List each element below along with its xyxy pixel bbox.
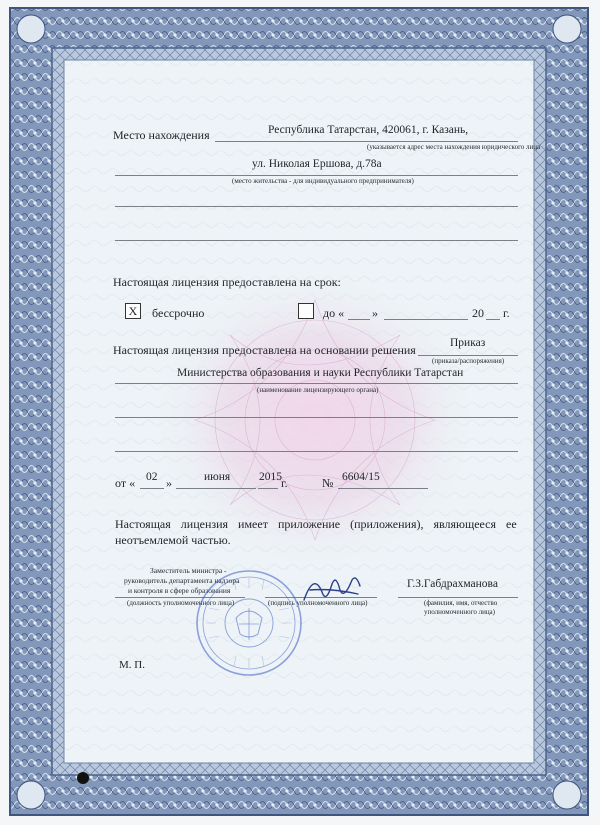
decision-month: июня bbox=[204, 471, 231, 483]
location-value-line1: Республика Татарстан, 420061, г. Казань, bbox=[268, 124, 469, 136]
decision-number: 6604/15 bbox=[342, 471, 380, 483]
basis-authority: Министерства образования и науки Республики Татарстан bbox=[177, 367, 464, 379]
term-heading: Настоящая лицензия предоставлена на срок: bbox=[113, 275, 341, 289]
underline bbox=[215, 141, 518, 142]
underline bbox=[115, 417, 518, 418]
location-value-line2: ул. Николая Ершова, д.78а bbox=[252, 158, 382, 170]
official-stamp bbox=[194, 568, 304, 678]
underline bbox=[398, 597, 518, 598]
from-close: » bbox=[166, 476, 172, 490]
underline bbox=[140, 488, 164, 489]
basis-doc-type-hint: (приказа/распоряжения) bbox=[432, 357, 505, 365]
seal-place: М. П. bbox=[119, 659, 145, 671]
appendix-line1: Настоящая лицензия имеет приложение (приложения), являющееся ее bbox=[115, 517, 517, 531]
location-hint-line1: (указывается адрес места нахождения юридического лица bbox=[367, 143, 541, 151]
signature bbox=[300, 570, 370, 610]
from-prefix: от « bbox=[115, 476, 136, 490]
decision-year-suffix: г. bbox=[281, 476, 288, 490]
appendix-line2: неотъемлемой частью. bbox=[115, 533, 231, 547]
until-year-suffix: г. bbox=[503, 306, 510, 320]
location-hint-line2: (место жительства - для индивидуального предпринимателя) bbox=[232, 177, 414, 185]
signatory-position-hint: (должность уполномоченного лица) bbox=[127, 599, 235, 607]
decision-day: 02 bbox=[146, 471, 158, 483]
underline bbox=[115, 206, 518, 207]
signatory-position-line1: Заместитель министра - bbox=[150, 566, 227, 575]
until-prefix: до « bbox=[323, 306, 345, 320]
underline bbox=[115, 175, 518, 176]
signature-hint: (подпись уполномоченного лица) bbox=[268, 599, 368, 607]
decision-year: 2015 bbox=[259, 471, 282, 483]
basis-authority-hint: (наименование лицензирующего органа) bbox=[257, 386, 379, 394]
until-year-prefix: 20 bbox=[472, 306, 484, 320]
signatory-position-line3: и контроля в сфере образования bbox=[128, 586, 231, 595]
name-hint-line2: уполномоченного лица) bbox=[424, 608, 495, 616]
underline bbox=[115, 383, 518, 384]
underline bbox=[115, 451, 518, 452]
location-label: Место нахождения bbox=[113, 128, 210, 142]
basis-heading: Настоящая лицензия предоставлена на основании решения bbox=[113, 343, 416, 357]
underline bbox=[384, 319, 468, 320]
underline bbox=[115, 240, 518, 241]
until-checkbox[interactable] bbox=[298, 303, 314, 319]
name-hint-line1: (фамилия, имя, отчество bbox=[424, 599, 498, 607]
basis-doc-type: Приказ bbox=[450, 337, 486, 349]
indefinite-checkbox[interactable]: X bbox=[125, 303, 141, 319]
signatory-position-line2: руководитель департамента надзора bbox=[124, 576, 240, 585]
underline bbox=[486, 319, 500, 320]
until-mid: » bbox=[372, 306, 378, 320]
indefinite-label: бессрочно bbox=[152, 306, 205, 320]
underline bbox=[348, 319, 370, 320]
decision-number-label: № bbox=[322, 476, 334, 490]
underline bbox=[338, 488, 428, 489]
underline bbox=[176, 488, 256, 489]
signatory-name: Г.З.Габдрахманова bbox=[407, 578, 498, 590]
underline bbox=[258, 488, 278, 489]
underline bbox=[418, 355, 518, 356]
